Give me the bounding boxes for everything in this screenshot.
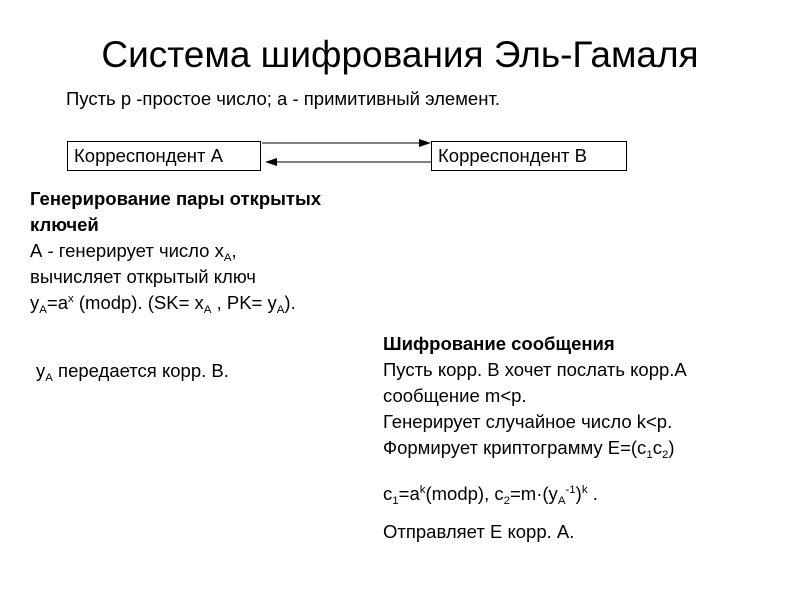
encryption-heading: Шифрование сообщения <box>383 333 615 354</box>
key-generation-heading-line1: Генерирование пары открытых <box>30 188 322 209</box>
formula-dot: · <box>536 483 543 504</box>
formula-inverse-exp: -1 <box>565 484 576 496</box>
formula-k-exp2: k <box>581 484 588 496</box>
key-generation-heading-line2: ключей <box>30 214 99 235</box>
subtitle: Пусть р -простое число; а - примитивный элемент. <box>66 88 501 109</box>
cryptogram-text: Формирует криптограмму E=(c <box>383 437 647 458</box>
formula-modp: (modp), c <box>425 483 504 504</box>
arrow-to-a-head <box>265 158 277 166</box>
encryption-line1: Пусть корр. В хочет послать корр.А <box>383 359 687 380</box>
formula-eq1: =a <box>398 483 420 504</box>
eq-a: =a <box>46 292 68 313</box>
ya-symbol: y <box>30 292 40 313</box>
c1-sub: 1 <box>646 449 653 461</box>
formula-k-exp: k <box>419 484 426 496</box>
line1-text: А - генерирует число x <box>30 240 224 261</box>
modp-sk: (modp). (SK= x <box>73 292 204 313</box>
correspondent-b-box: Корреспондент В <box>431 141 627 171</box>
encryption-line4 <box>383 435 687 461</box>
xa-sub: A <box>203 304 212 316</box>
a-exponent: x <box>68 293 74 305</box>
transfer-sub: A <box>45 372 53 384</box>
send-line: Отправляет Е корр. А. <box>383 521 575 542</box>
key-generation-section <box>30 186 321 316</box>
line1-tail: , <box>231 240 237 261</box>
pk-sub: A <box>276 304 285 316</box>
ya-sub: A <box>39 304 47 316</box>
transfer-y: y <box>36 360 46 381</box>
formula-ya-sub: A <box>557 495 566 507</box>
line3-end: ). <box>284 292 296 313</box>
arrow-to-b-head <box>419 139 431 147</box>
key-generation-line1 <box>30 238 321 264</box>
formula-end: . <box>587 483 598 504</box>
formula-paren: (y <box>542 483 558 504</box>
encryption-line2: сообщение m<p. <box>383 385 527 406</box>
c2-sub: 2 <box>661 449 669 461</box>
line1-sub: A <box>223 252 232 264</box>
transfer-ya-line <box>36 358 229 384</box>
formula-close: ) <box>575 483 582 504</box>
page-title: Система шифрования Эль-Гамаля <box>101 34 699 75</box>
encryption-formula <box>383 481 598 507</box>
correspondent-a-box: Корреспондент А <box>67 141 261 171</box>
transfer-text: передается корр. В. <box>52 360 229 381</box>
c2-symbol: c <box>652 437 662 458</box>
formula-c1-sub: 1 <box>392 495 399 507</box>
formula-c2-sub: 2 <box>503 495 510 507</box>
formula-c1: c <box>383 483 393 504</box>
key-generation-line3 <box>30 290 321 316</box>
encryption-line3: Генерирует случайное число k<p. <box>383 411 673 432</box>
formula-eq2: =m <box>510 483 537 504</box>
key-generation-line2: вычисляет открытый ключ <box>30 266 256 287</box>
exchange-arrows-icon <box>262 135 434 171</box>
pk-text: , PK= y <box>211 292 277 313</box>
encryption-section <box>383 331 687 461</box>
cryptogram-end: ) <box>668 437 675 458</box>
